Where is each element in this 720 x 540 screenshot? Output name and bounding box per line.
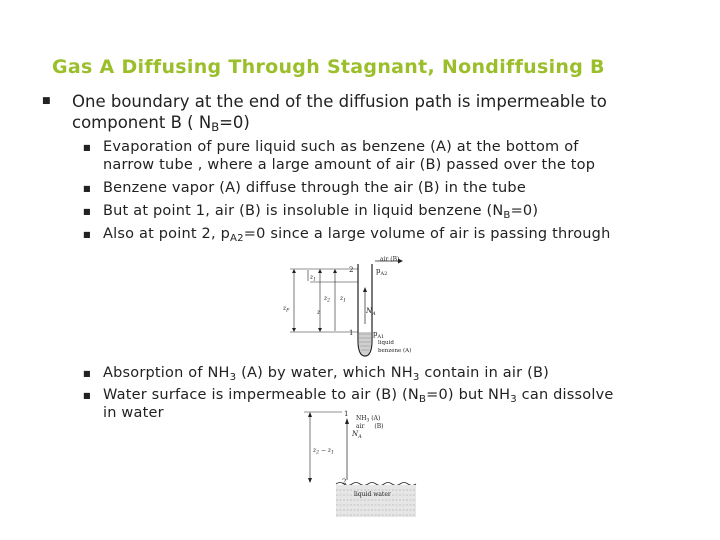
sub-bullet-evaporation: [103, 138, 595, 174]
bullet-marker: ■: [83, 230, 91, 239]
z1-label: $z_1$: [340, 295, 347, 304]
slide-title: Gas A Diffusing Through Stagnant, Nondiffusing B: [52, 56, 605, 78]
bullet-line: But at point 1, air (B) is insoluble in liquid benzene $(N_B=0)$: [103, 203, 539, 221]
bullet-line: in water: [103, 405, 164, 421]
sub-bullet-point2: [103, 225, 610, 243]
z2-minus-z1-label: $z_2 - z_1$: [313, 447, 334, 456]
bullet-marker: ■: [83, 391, 91, 400]
sub-bullet-absorption: [103, 364, 549, 382]
bullet-line: narrow tube , where a large amount of air (B) passed over the top: [103, 157, 596, 173]
liquid-water-label: liquid water: [354, 491, 391, 498]
point2-label: 2: [349, 266, 354, 274]
pA2-label: $p_{A2}$: [376, 267, 388, 277]
bullet-line: Absorption of $NH_3$ (A) by water, which $NH_3$ contain in air (B): [103, 365, 549, 383]
z2-label: $z_2$: [324, 295, 331, 304]
pA1-label: $p_{A1}$: [373, 330, 385, 340]
sub-bullet-water-surface: [103, 386, 613, 422]
benzene-label: benzene (A): [378, 348, 412, 354]
benzene-tube-figure: [280, 252, 440, 364]
bullet-marker: ■: [83, 184, 91, 193]
bullet-line: component B ( $N_B=0$): [72, 113, 250, 134]
air-label: air (B): [380, 256, 400, 263]
sub-bullet-point1: [103, 202, 538, 220]
zF-label: $z_F$: [283, 305, 290, 314]
point1-label: 1: [349, 329, 354, 337]
nh3-label: $NH_3$ (A): [356, 415, 381, 424]
bullet-marker: ■: [83, 143, 91, 152]
liquid-label: liquid: [378, 340, 394, 346]
fig2-flux-NA-label: $N_A$: [352, 430, 362, 440]
bullet-marker: ■: [42, 96, 51, 106]
fig2-point2-label: 2: [342, 478, 347, 486]
bullet-line: Water surface is impermeable to air (B) $(N_B=0)$ but $NH_3$ can dissolve: [103, 387, 614, 405]
air-label-2: air (B): [356, 423, 384, 430]
bullet-line: Also at point 2, $p_{A2}=0$ since a large volume of air is passing through: [103, 226, 611, 244]
bullet-line: One boundary at the end of the diffusion path is impermeable to: [72, 92, 607, 111]
bullet-line: Benzene vapor (A) diffuse through the air (B) in the tube: [103, 180, 526, 196]
z1-label-left: $z_1$: [310, 274, 317, 283]
bullet-impermeable-boundary: [72, 91, 607, 133]
flux-NA-label: $N_A$: [366, 307, 376, 317]
z-label: z: [317, 309, 321, 316]
sub-bullet-benzene-vapor: [103, 179, 526, 197]
bullet-marker: ■: [83, 369, 91, 378]
bullet-marker: ■: [83, 207, 91, 216]
bullet-line: Evaporation of pure liquid such as benzene (A) at the bottom of: [103, 139, 579, 155]
fig2-point1-label: 1: [344, 410, 349, 418]
